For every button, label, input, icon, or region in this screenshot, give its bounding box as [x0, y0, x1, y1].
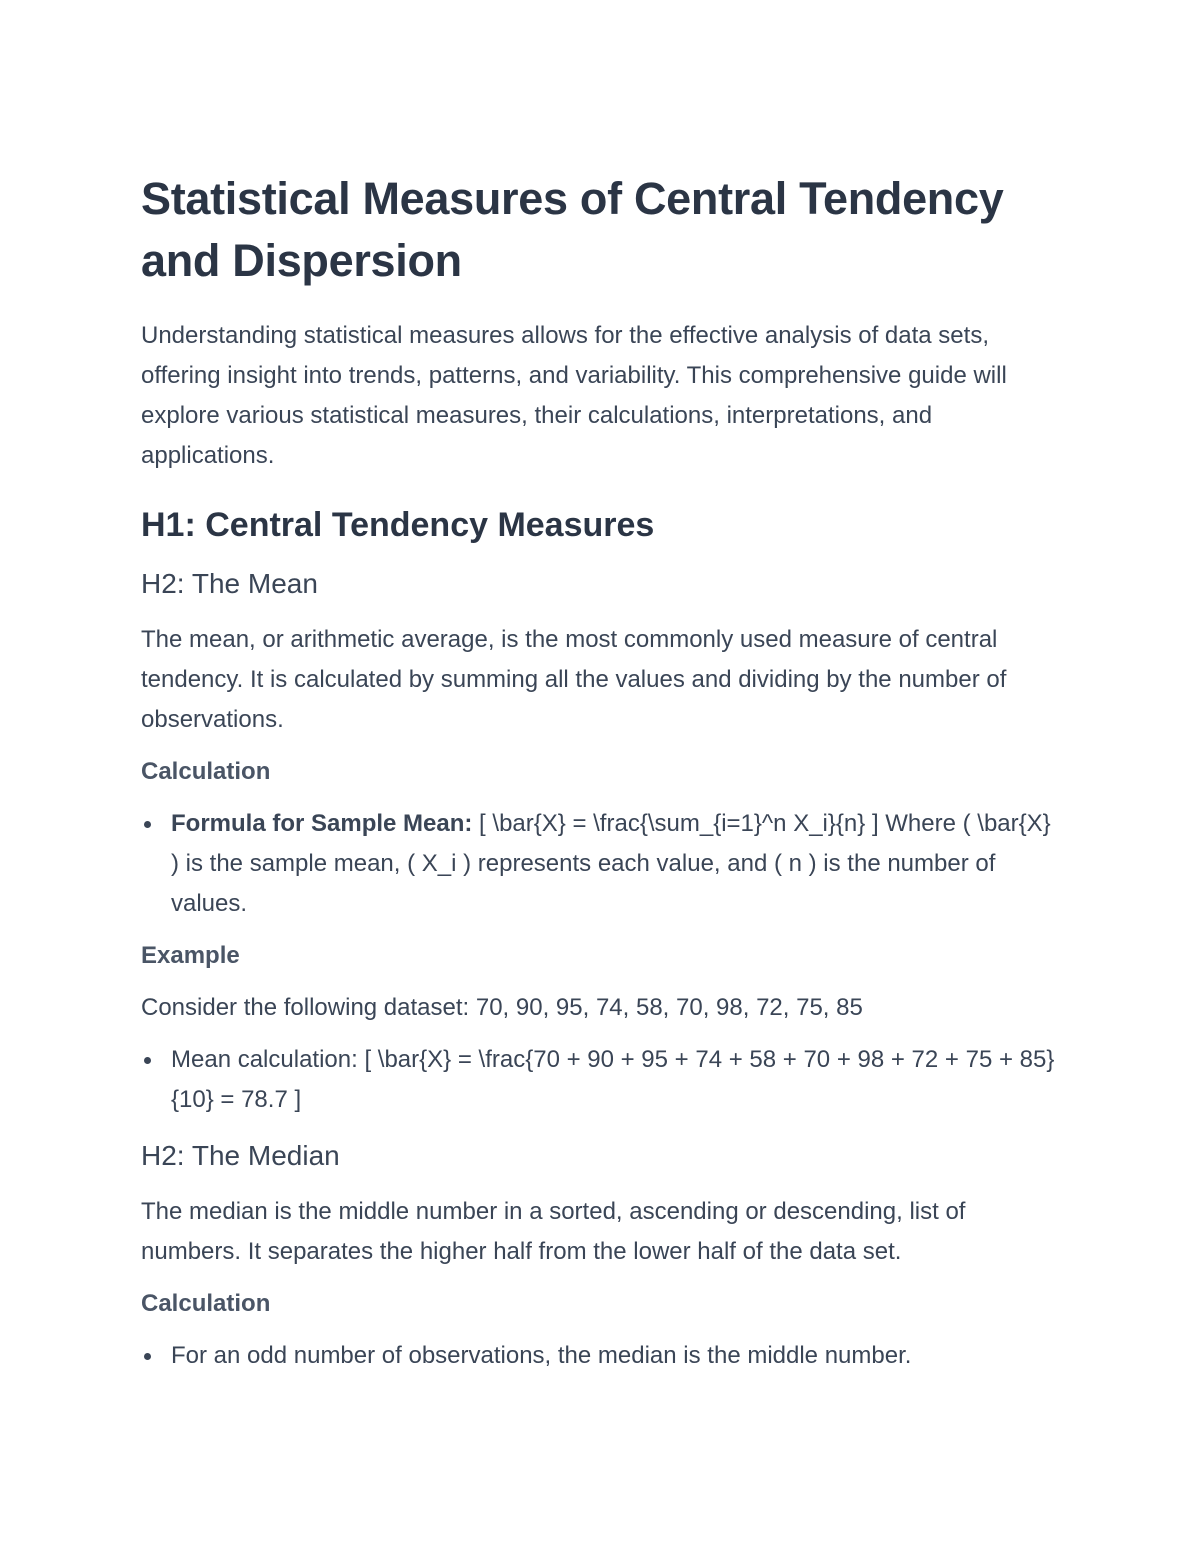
bullet-icon [144, 821, 151, 828]
mean-heading: H2: The Mean [141, 568, 318, 599]
mean-description: The mean, or arithmetic average, is the most commonly used measure of central tendency. It is calculated by summing all the values and dividing by the number of observations. [141, 626, 1007, 733]
median-calculation-list [141, 1336, 1061, 1376]
formula-label: Formula for Sample Mean: [171, 810, 473, 837]
intro-paragraph: Understanding statistical measures allows for the effective analysis of data sets, offering insight into trends, patterns, and variability. This comprehensive guide will explore various statistical measures, their calculations, interpretations, and applications. [141, 322, 1007, 469]
mean-example-list [141, 1040, 1061, 1120]
list-item [141, 804, 1061, 924]
mean-calculation-list [141, 804, 1061, 924]
median-calculation-heading: Calculation [141, 1290, 271, 1317]
list-item [141, 1336, 1061, 1376]
bullet-icon [144, 1057, 151, 1064]
list-item [141, 1040, 1061, 1120]
median-heading: H2: The Median [141, 1140, 340, 1171]
mean-example-text: Consider the following dataset: 70, 90, 95, 74, 58, 70, 98, 72, 75, 85 [141, 994, 863, 1021]
mean-example-heading: Example [141, 942, 240, 969]
page-title: Statistical Measures of Central Tendency and Dispersion [141, 173, 1004, 286]
bullet-icon [144, 1353, 151, 1360]
mean-example-calculation: Mean calculation: [ \bar{X} = \frac{70 + 90 + 95 + 74 + 58 + 70 + 98 + 72 + 75 + 85}{10} = 78.7 ] [171, 1046, 1055, 1113]
document-page [141, 168, 1061, 1376]
formula-text: [ \bar{X} = \frac{\sum_{i=1}^n X_i}{n} ] Where ( \bar{X} ) is the sample mean, ( X_i ) represents each value, and ( n ) is the number of values. [171, 810, 1051, 917]
median-description: The median is the middle number in a sorted, ascending or descending, list of numbers. It separates the higher half from the lower half of the data set. [141, 1198, 966, 1265]
mean-calculation-heading: Calculation [141, 758, 271, 785]
central-tendency-heading: H1: Central Tendency Measures [141, 506, 655, 544]
median-odd-rule: For an odd number of observations, the median is the middle number. [171, 1342, 912, 1369]
